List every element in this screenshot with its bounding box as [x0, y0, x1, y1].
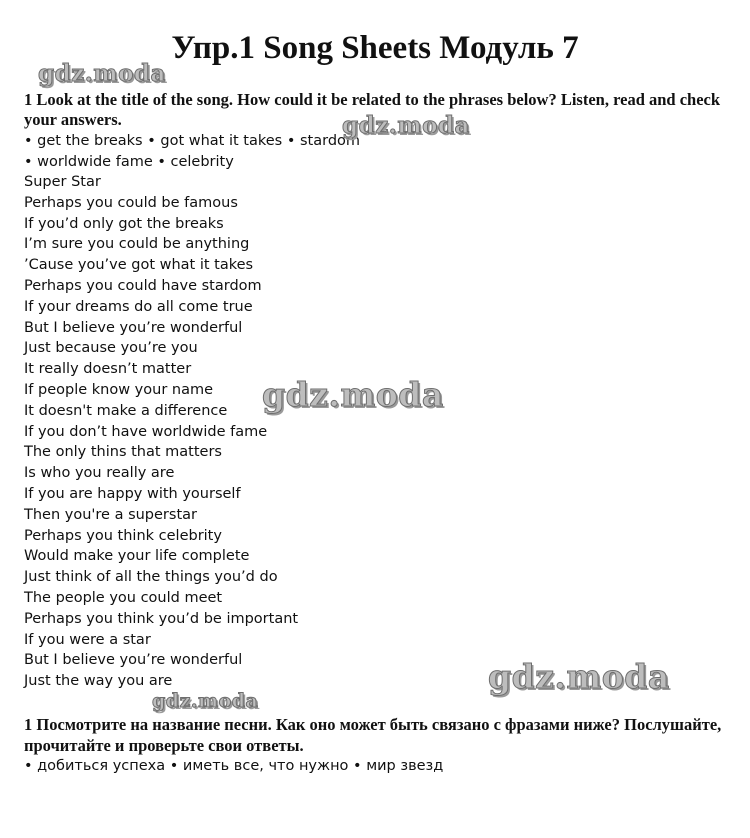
watermark: gdz.moda: [38, 60, 166, 87]
phrases-english-line-2: • worldwide fame • celebrity: [24, 153, 234, 170]
lyrics-line: Just the way you are: [24, 673, 173, 690]
watermark: gdz.moda: [342, 112, 470, 139]
lyrics-line: The only thins that matters: [24, 444, 222, 461]
lyrics-line: If you were a star: [24, 631, 151, 648]
lyrics-line: I’m sure you could be anything: [24, 236, 250, 253]
lyrics-line: It really doesn’t matter: [24, 361, 192, 378]
lyrics-line: Perhaps you could be famous: [24, 194, 238, 211]
lyrics-line: Perhaps you think you’d be important: [24, 610, 299, 627]
lyrics-line: But I believe you’re wonderful: [24, 652, 243, 669]
task-instruction-russian: 1 Посмотрите на название песни. Как оно может быть связано с фразами ниже? Послушайте, прочитайте и проверьте свои ответы.: [24, 715, 722, 755]
lyrics-line: Is who you really are: [24, 465, 175, 482]
song-lyrics: [24, 172, 724, 692]
lyrics-line: If your dreams do all come true: [24, 298, 253, 315]
lyrics-line: If you’d only got the breaks: [24, 215, 224, 232]
lyrics-line: The people you could meet: [24, 589, 223, 606]
lyrics-line: Perhaps you could have stardom: [24, 277, 262, 294]
page-title: Упр.1 Song Sheets Модуль 7: [171, 30, 579, 66]
phrases-russian: • добиться успеха • иметь все, что нужно • мир звезд: [24, 758, 444, 774]
task-instruction-english: 1 Look at the title of the song. How could it be related to the phrases below? Listen, read and check your answers.: [24, 90, 721, 129]
lyrics-line: If you don’t have worldwide fame: [24, 423, 268, 440]
watermark: gdz.moda: [262, 375, 444, 414]
lyrics-line: Would make your life complete: [24, 548, 250, 565]
lyrics-line: Then you're a superstar: [24, 506, 197, 523]
lyrics-line: It doesn't make a difference: [24, 402, 228, 419]
lyrics-line: But I believe you’re wonderful: [24, 319, 243, 336]
lyrics-line: Perhaps you think celebrity: [24, 527, 222, 544]
lyrics-line: Just because you’re you: [24, 340, 198, 357]
lyrics-line: If you are happy with yourself: [24, 485, 241, 502]
watermark: gdz.moda: [152, 690, 259, 712]
phrases-english-line-1: • get the breaks • got what it takes • stardom: [24, 133, 361, 149]
lyrics-line: Super Star: [24, 174, 101, 190]
lyrics-line: If people know your name: [24, 381, 214, 398]
lyrics-line: Just think of all the things you’d do: [24, 569, 278, 586]
lyrics-line: ’Cause you’ve got what it takes: [24, 257, 254, 274]
watermark: gdz.moda: [488, 657, 670, 696]
